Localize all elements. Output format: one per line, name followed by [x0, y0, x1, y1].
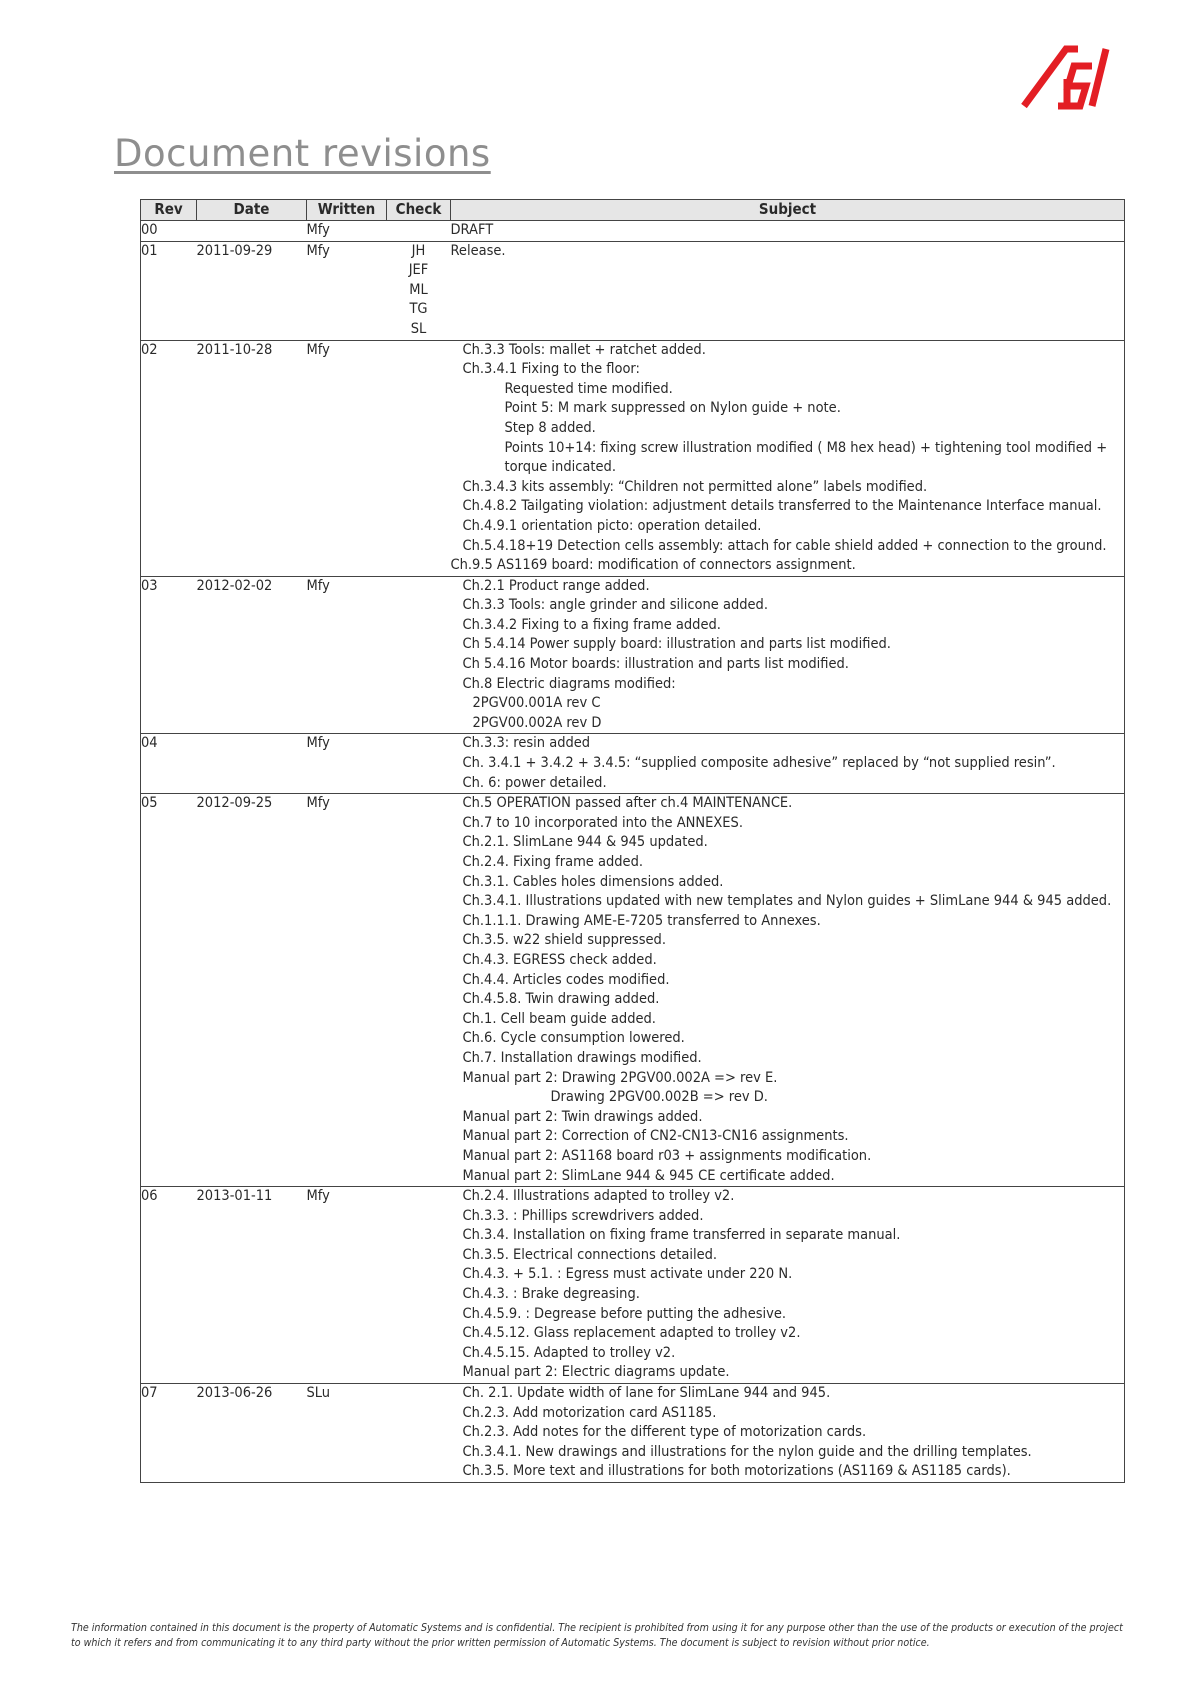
subject-line: Ch.2.3. Add notes for the different type of motorization cards.	[462, 1424, 867, 1441]
subject-line: Point 5: M mark suppressed on Nylon guide + note.	[504, 400, 841, 417]
subject-line: Ch.7 to 10 incorporated into the ANNEXES.	[462, 814, 743, 831]
subject-line: Ch.5.4.18+19 Detection cells assembly: attach for cable shield added + connection to the ground.	[462, 537, 1107, 554]
written-cell: Mfy	[307, 794, 387, 1187]
written-cell: Mfy	[307, 1187, 387, 1384]
subject-line: Manual part 2: Drawing 2PGV00.002A => rev E.	[462, 1069, 778, 1086]
subject-line: DRAFT	[450, 222, 494, 238]
subject-line: Ch 5.4.16 Motor boards: illustration and parts list modified.	[462, 656, 849, 673]
subject-line: Ch.3.3 Tools: mallet + ratchet added.	[462, 341, 706, 358]
subject-line: Ch.3.5. More text and illustrations for both motorizations (AS1169 & AS1185 cards).	[462, 1463, 1011, 1480]
subject-line: Ch.3.1. Cables holes dimensions added.	[462, 873, 724, 890]
rev-cell: 07	[141, 1384, 197, 1483]
subject-line: 2PGV00.001A rev C	[472, 695, 601, 712]
subject-line: Ch.4.5.15. Adapted to trolley v2.	[462, 1344, 676, 1361]
check-cell	[387, 241, 451, 340]
subject-line: Ch.3.4.3 kits assembly: “Children not permitted alone” labels modified.	[462, 478, 928, 495]
subject-line: Ch.4.5.9. : Degrease before putting the adhesive.	[462, 1305, 787, 1322]
subject-line: Ch.2.3. Add motorization card AS1185.	[462, 1404, 717, 1421]
subject-line: Manual part 2: AS1168 board r03 + assignments modification.	[462, 1147, 872, 1164]
table-row	[141, 794, 1125, 1187]
subject-line: Ch.2.4. Illustrations adapted to trolley v2.	[462, 1188, 735, 1205]
header-written: Written	[307, 200, 387, 221]
page-title: Document revisions	[114, 132, 491, 175]
subject-line: Ch.4.9.1 orientation picto: operation detailed.	[462, 517, 762, 534]
check-cell	[387, 1384, 451, 1483]
table-header-row	[141, 200, 1125, 221]
subject-cell	[451, 340, 1125, 576]
subject-line: Ch.3.3: resin added	[462, 735, 591, 752]
subject-line: Ch. 6: power detailed.	[462, 774, 607, 791]
checker-initials: ML	[409, 281, 428, 298]
subject-line: Ch.3.5. w22 shield suppressed.	[462, 932, 666, 949]
subject-cell	[451, 221, 1125, 242]
rev-cell: 05	[141, 794, 197, 1187]
table-row	[141, 221, 1125, 242]
subject-cell	[451, 794, 1125, 1187]
subject-line: Ch.4.8.2 Tailgating violation: adjustment details transferred to the Maintenance Interface manual.	[462, 498, 1102, 515]
subject-line: Points 10+14: fixing screw illustration modified ( M8 hex head) + tightening tool modified + torque indicated.	[504, 439, 1108, 476]
subject-line: Ch 5.4.14 Power supply board: illustration and parts list modified.	[462, 636, 891, 653]
subject-line: Ch.4.5.8. Twin drawing added.	[462, 991, 660, 1008]
subject-line: Ch.2.4. Fixing frame added.	[462, 854, 643, 870]
date-cell	[197, 221, 307, 242]
written-cell: Mfy	[307, 221, 387, 242]
subject-line: Ch.9.5 AS1169 board: modification of connectors assignment.	[450, 557, 856, 574]
subject-cell	[451, 1384, 1125, 1483]
subject-line: Ch.1. Cell beam guide added.	[462, 1010, 656, 1027]
written-cell: SLu	[307, 1384, 387, 1483]
subject-line: Ch.3.4.1. New drawings and illustrations for the nylon guide and the drilling templates.	[462, 1443, 1032, 1460]
revisions-body	[141, 221, 1125, 1483]
subject-line: Ch.3.3. : Phillips screwdrivers added.	[462, 1207, 704, 1224]
written-cell: Mfy	[307, 734, 387, 794]
subject-line: Ch.4.5.12. Glass replacement adapted to trolley v2.	[462, 1325, 801, 1342]
table-row	[141, 241, 1125, 340]
rev-cell: 00	[141, 221, 197, 242]
rev-cell: 02	[141, 340, 197, 576]
subject-cell	[451, 734, 1125, 794]
checker-initials: JH	[411, 242, 426, 259]
check-cell	[387, 794, 451, 1187]
subject-line: Manual part 2: Twin drawings added.	[462, 1108, 703, 1125]
written-cell: Mfy	[307, 340, 387, 576]
subject-line: Ch.1.1.1. Drawing AME-E-7205 transferred to Annexes.	[462, 912, 821, 929]
written-cell: Mfy	[307, 576, 387, 734]
header-subject: Subject	[451, 200, 1125, 221]
subject-line: Ch.6. Cycle consumption lowered.	[462, 1030, 685, 1047]
confidentiality-footer: The information contained in this document is the property of Automatic Systems and is confidential. The recipient is prohibited from using it for any purpose other than the use of the products or execution of the project to which it refers and from communicating it to any third party without the prior written permission of Automatic Systems. The document is subject to revision without prior notice.	[71, 1622, 1123, 1649]
subject-line: Ch. 3.4.1 + 3.4.2 + 3.4.5: “supplied composite adhesive” replaced by “not supplied resin”.	[462, 755, 1056, 772]
check-cell	[387, 1187, 451, 1384]
subject-line: Manual part 2: SlimLane 944 & 945 CE certificate added.	[462, 1167, 835, 1184]
subject-line: Ch.4.3. EGRESS check added.	[462, 951, 657, 968]
date-cell	[197, 734, 307, 794]
subject-line: Ch. 2.1. Update width of lane for SlimLane 944 and 945.	[462, 1385, 831, 1402]
table-row	[141, 340, 1125, 576]
rev-cell: 03	[141, 576, 197, 734]
subject-line: Ch.4.3. + 5.1. : Egress must activate under 220 N.	[462, 1266, 793, 1283]
rev-cell: 01	[141, 241, 197, 340]
date-cell: 2011-09-29	[197, 241, 307, 340]
subject-line: Ch.3.4.2 Fixing to a fixing frame added.	[462, 616, 721, 633]
checker-initials: JEF	[408, 262, 429, 279]
check-cell	[387, 340, 451, 576]
date-cell: 2013-01-11	[197, 1187, 307, 1384]
subject-line: Ch.5 OPERATION passed after ch.4 MAINTENANCE.	[462, 795, 793, 812]
check-cell	[387, 734, 451, 794]
table-row	[141, 734, 1125, 794]
date-cell: 2011-10-28	[197, 340, 307, 576]
subject-line: Manual part 2: Electric diagrams update.	[462, 1364, 730, 1381]
rev-cell: 06	[141, 1187, 197, 1384]
subject-cell	[451, 241, 1125, 340]
subject-line: Release.	[450, 242, 506, 259]
subject-cell	[451, 1187, 1125, 1384]
date-cell: 2013-06-26	[197, 1384, 307, 1483]
table-row	[141, 576, 1125, 734]
subject-line: Ch.4.3. : Brake degreasing.	[462, 1286, 640, 1303]
automatic-systems-logo	[1020, 44, 1116, 110]
subject-line: Step 8 added.	[504, 419, 596, 436]
checker-initials: SL	[410, 320, 427, 337]
subject-line: Ch.3.5. Electrical connections detailed.	[462, 1246, 718, 1263]
written-cell: Mfy	[307, 241, 387, 340]
checker-initials: TG	[409, 301, 428, 318]
header-check: Check	[387, 200, 451, 221]
revisions-table	[140, 199, 1125, 1483]
header-rev: Rev	[141, 200, 197, 221]
subject-line: Ch.3.4. Installation on fixing frame transferred in separate manual.	[462, 1227, 901, 1244]
subject-line: Drawing 2PGV00.002B => rev D.	[550, 1089, 768, 1106]
subject-line: 2PGV00.002A rev D	[472, 714, 602, 731]
subject-line: Ch.8 Electric diagrams modified:	[462, 675, 676, 692]
header-date: Date	[197, 200, 307, 221]
date-cell: 2012-02-02	[197, 576, 307, 734]
subject-line: Ch.3.3 Tools: angle grinder and silicone added.	[462, 597, 768, 614]
subject-line: Ch.2.1. SlimLane 944 & 945 updated.	[462, 834, 708, 851]
subject-line: Ch.3.4.1 Fixing to the floor:	[462, 361, 640, 378]
table-row	[141, 1384, 1125, 1483]
subject-cell	[451, 576, 1125, 734]
table-row	[141, 1187, 1125, 1384]
rev-cell: 04	[141, 734, 197, 794]
subject-line: Ch.7. Installation drawings modified.	[462, 1049, 702, 1066]
subject-line: Ch.4.4. Articles codes modified.	[462, 971, 670, 988]
subject-line: Ch.2.1 Product range added.	[462, 577, 650, 594]
check-cell	[387, 576, 451, 734]
check-cell	[387, 221, 451, 242]
date-cell: 2012-09-25	[197, 794, 307, 1187]
subject-line: Manual part 2: Correction of CN2-CN13-CN16 assignments.	[462, 1128, 849, 1145]
subject-line: Ch.3.4.1. Illustrations updated with new templates and Nylon guides + SlimLane 944 & 945 added.	[462, 893, 1112, 910]
subject-line: Requested time modified.	[504, 380, 673, 397]
